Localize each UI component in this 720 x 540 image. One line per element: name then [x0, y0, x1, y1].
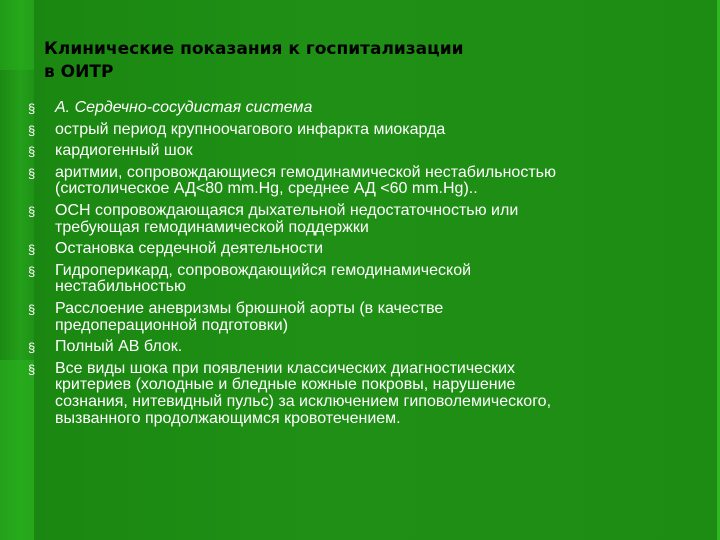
list-item [28, 165, 694, 198]
title-line-1: Клинические показания к госпитализации [44, 39, 464, 59]
list-item [28, 301, 694, 334]
list-item-text: Все виды шока при появлении классических диагностических критериев (холодные и бледные кожные покровы, нарушение сознания, нитевидный пульс) за исключением гиповолемического, вызванного продолжающимся кровотечением. [55, 359, 552, 427]
section-bullet-icon: § [28, 101, 36, 116]
list-item-text: острый период крупноочагового инфаркта миокарда [55, 120, 446, 138]
list-item-text: Остановка сердечной деятельности [55, 240, 324, 258]
list-item [28, 100, 694, 117]
list-item-text: Гидроперикард, сопровождающийся гемодинамической нестабильностью [55, 261, 472, 296]
section-bullet-icon: § [28, 165, 36, 181]
list-item [28, 241, 694, 258]
indications-list [28, 100, 694, 432]
list-item-text: Полный АВ блок. [55, 338, 183, 356]
list-item [28, 339, 694, 356]
list-item-text: А. Сердечно-сосудистая система [55, 99, 313, 116]
section-bullet-icon: § [28, 301, 36, 317]
strip-highlight-top [0, 0, 34, 70]
list-item-text: ОСН сопровождающаяся дыхательной недостаточностью или требующая гемодинамической поддержки [55, 201, 519, 236]
section-bullet-icon: § [28, 340, 36, 356]
section-bullet-icon: § [28, 263, 36, 279]
section-bullet-icon: § [28, 144, 36, 160]
list-item [28, 203, 694, 236]
section-bullet-icon: § [28, 203, 36, 219]
section-bullet-icon: § [28, 242, 36, 258]
list-item [28, 122, 694, 139]
section-bullet-icon: § [28, 122, 36, 138]
section-bullet-icon: § [28, 361, 36, 377]
list-item-text: Расслоение аневризмы брюшной аорты (в качестве предоперационной подготовки) [55, 299, 444, 334]
list-item [28, 143, 694, 160]
title-line-2: в ОИТР [44, 62, 114, 82]
slide-title [44, 38, 644, 84]
list-item-text: кардиогенный шок [55, 142, 193, 160]
list-item [28, 263, 694, 296]
list-item [28, 361, 694, 427]
list-item-text: аритмии, сопровождающиеся гемодинамической нестабильностью (систолическое АД<80 mm.Hg, среднее АД <60 mm.Hg).. [55, 163, 556, 198]
